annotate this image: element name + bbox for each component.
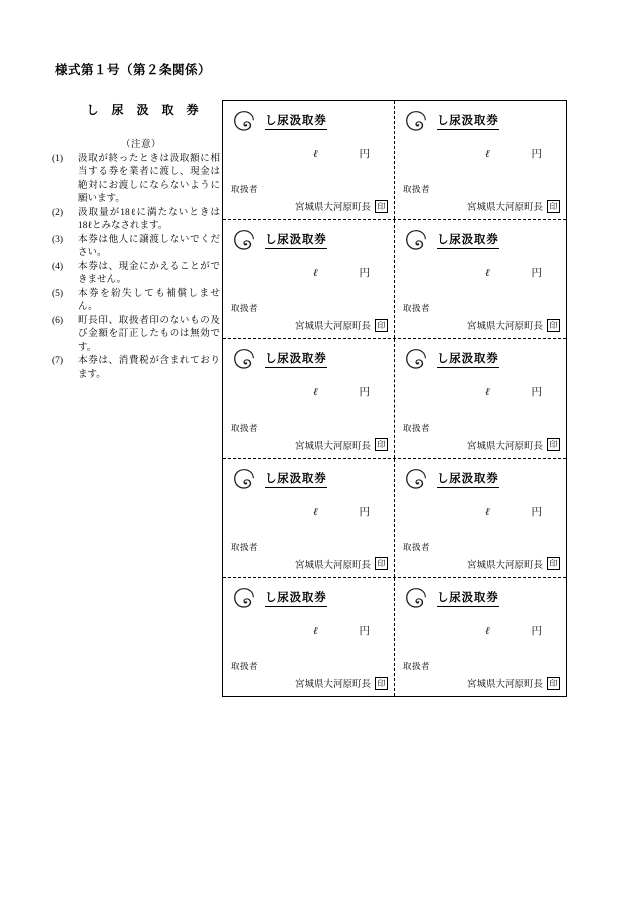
ticket[interactable] [223, 459, 395, 577]
ticket-header [403, 468, 558, 490]
ticket-title: し尿汲取券 [437, 470, 499, 488]
volume-unit-label: ℓ [485, 625, 490, 637]
ticket[interactable] [395, 459, 566, 577]
issuer-line [403, 438, 560, 452]
volume-unit-label: ℓ [313, 387, 318, 399]
issuer-name: 宮城県大河原町長 [466, 322, 543, 333]
town-emblem-logo [405, 229, 427, 251]
note-number: (2) [52, 207, 64, 218]
seal-stamp-icon: 印 [375, 319, 388, 332]
issuer-line [403, 557, 560, 571]
issuer-name: 宮城県大河原町長 [294, 441, 371, 452]
handler-label: 取扱者 [403, 422, 431, 433]
ticket-amount-line [403, 384, 558, 399]
note-number: (3) [52, 234, 64, 245]
town-emblem-logo [233, 229, 255, 251]
seal-stamp-icon: 印 [547, 200, 560, 213]
volume-unit-label: ℓ [313, 268, 318, 280]
ticket-row [223, 220, 566, 339]
ticket-header [403, 587, 558, 609]
ticket-title: し尿汲取券 [437, 589, 499, 607]
note-text: 町長印、取扱者印のないもの及び金額を訂正したものは無効です。 [78, 315, 220, 353]
note-text: 本券を紛失しても補償しません。 [78, 288, 220, 313]
issuer-line [403, 199, 560, 213]
handler-label: 取扱者 [403, 184, 431, 195]
note-number: (7) [52, 356, 64, 367]
note-item [52, 288, 220, 315]
seal-stamp-icon: 印 [547, 438, 560, 451]
ticket-amount-line [403, 504, 558, 519]
seal-stamp-icon: 印 [375, 557, 388, 570]
ticket-row [223, 101, 566, 220]
issuer-name: 宮城県大河原町長 [466, 441, 543, 452]
issuer-name: 宮城県大河原町長 [294, 322, 371, 333]
ticket-title: し尿汲取券 [437, 231, 499, 249]
issuer-line [231, 676, 388, 690]
ticket-title: し尿汲取券 [265, 112, 327, 130]
handler-label: 取扱者 [231, 184, 259, 195]
ticket-amount-line [231, 146, 386, 161]
notes-list [52, 153, 220, 382]
ticket[interactable] [395, 101, 566, 219]
note-text: 汲取量が18ℓに満たないときは18ℓとみなされます。 [78, 207, 220, 232]
note-number: (5) [52, 288, 64, 299]
currency-unit-label: 円 [531, 387, 542, 399]
currency-unit-label: 円 [359, 506, 370, 518]
issuer-name: 宮城県大河原町長 [294, 680, 371, 691]
ticket-title: し尿汲取券 [437, 112, 499, 130]
handler-label: 取扱者 [403, 661, 431, 672]
note-text: 汲取が終ったときは汲取額に相当する券を業者に渡し、現金は絶対にお渡しにならないように願います。 [78, 154, 220, 205]
currency-unit-label: 円 [359, 149, 370, 160]
ticket-amount-line [231, 623, 386, 638]
volume-unit-label: ℓ [485, 149, 490, 160]
handler-label: 取扱者 [231, 422, 259, 433]
note-text: 本券は他人に譲渡しないでください。 [78, 234, 220, 259]
currency-unit-label: 円 [531, 268, 542, 280]
note-item [52, 315, 220, 355]
ticket[interactable] [395, 339, 566, 457]
ticket-amount-line [231, 265, 386, 280]
notes-subtitle: （注意） [120, 140, 161, 150]
volume-unit-label: ℓ [313, 506, 318, 518]
town-emblem-logo [405, 110, 427, 132]
ticket-header [231, 468, 386, 490]
issuer-line [231, 557, 388, 571]
ticket-amount-line [231, 384, 386, 399]
issuer-name: 宮城県大河原町長 [466, 680, 543, 691]
currency-unit-label: 円 [359, 625, 370, 637]
volume-unit-label: ℓ [313, 625, 318, 637]
seal-stamp-icon: 印 [375, 438, 388, 451]
ticket-header [403, 348, 558, 370]
ticket-amount-line [403, 146, 558, 161]
town-emblem-logo [233, 468, 255, 490]
ticket-sheet [222, 100, 567, 697]
currency-unit-label: 円 [359, 268, 370, 280]
note-number: (4) [52, 261, 64, 272]
ticket[interactable] [223, 220, 395, 338]
town-emblem-logo [233, 348, 255, 370]
ticket[interactable] [395, 578, 566, 696]
currency-unit-label: 円 [531, 625, 542, 637]
issuer-name: 宮城県大河原町長 [294, 203, 371, 214]
ticket[interactable] [223, 578, 395, 696]
handler-label: 取扱者 [231, 303, 259, 314]
note-text: 本券は、消費税が含まれております。 [78, 356, 220, 380]
note-item [52, 355, 220, 382]
ticket[interactable] [223, 339, 395, 457]
ticket-row [223, 578, 566, 696]
issuer-line [231, 318, 388, 332]
ticket-title: し尿汲取券 [437, 350, 499, 368]
currency-unit-label: 円 [531, 506, 542, 518]
note-number: (6) [52, 315, 64, 326]
volume-unit-label: ℓ [485, 506, 490, 518]
volume-unit-label: ℓ [313, 149, 318, 160]
volume-unit-label: ℓ [485, 387, 490, 399]
ticket-amount-line [231, 504, 386, 519]
note-number: (1) [52, 154, 64, 164]
note-item [52, 207, 220, 234]
town-emblem-logo [405, 348, 427, 370]
currency-unit-label: 円 [531, 149, 542, 160]
issuer-name: 宮城県大河原町長 [466, 560, 543, 571]
issuer-line [403, 318, 560, 332]
ticket-amount-line [403, 265, 558, 280]
volume-unit-label: ℓ [485, 268, 490, 280]
ticket-header [231, 110, 386, 132]
ticket-title: し尿汲取券 [265, 231, 327, 249]
ticket-row [223, 339, 566, 458]
ticket-header [403, 229, 558, 251]
ticket-title: し尿汲取券 [265, 350, 327, 368]
issuer-line [231, 199, 388, 213]
issuer-line [403, 676, 560, 690]
handler-label: 取扱者 [231, 541, 259, 552]
note-item [52, 153, 220, 207]
ticket-title: し尿汲取券 [265, 470, 327, 488]
town-emblem-logo [405, 587, 427, 609]
currency-unit-label: 円 [359, 387, 370, 399]
ticket-title: し尿汲取券 [265, 589, 327, 607]
seal-stamp-icon: 印 [375, 200, 388, 213]
handler-label: 取扱者 [403, 303, 431, 314]
note-item [52, 261, 220, 288]
handler-label: 取扱者 [231, 661, 259, 672]
ticket-header [231, 348, 386, 370]
handler-label: 取扱者 [403, 541, 431, 552]
ticket-header [403, 110, 558, 132]
seal-stamp-icon: 印 [547, 557, 560, 570]
ticket-header [231, 587, 386, 609]
issuer-name: 宮城県大河原町長 [294, 560, 371, 571]
notes-title: し 尿 汲 取 券 [86, 103, 204, 117]
issuer-line [231, 438, 388, 452]
seal-stamp-icon: 印 [375, 677, 388, 690]
issuer-name: 宮城県大河原町長 [466, 203, 543, 214]
town-emblem-logo [233, 110, 255, 132]
town-emblem-logo [233, 587, 255, 609]
ticket[interactable] [395, 220, 566, 338]
form-number-heading: 様式第１号（第２条関係） [55, 63, 212, 77]
note-text: 本券は、現金にかえることができません。 [78, 261, 220, 286]
notes-column [52, 101, 220, 382]
seal-stamp-icon: 印 [547, 677, 560, 690]
note-item [52, 234, 220, 261]
ticket-row [223, 459, 566, 578]
ticket-header [231, 229, 386, 251]
town-emblem-logo [405, 468, 427, 490]
seal-stamp-icon: 印 [547, 319, 560, 332]
ticket-amount-line [403, 623, 558, 638]
ticket[interactable] [223, 101, 395, 219]
